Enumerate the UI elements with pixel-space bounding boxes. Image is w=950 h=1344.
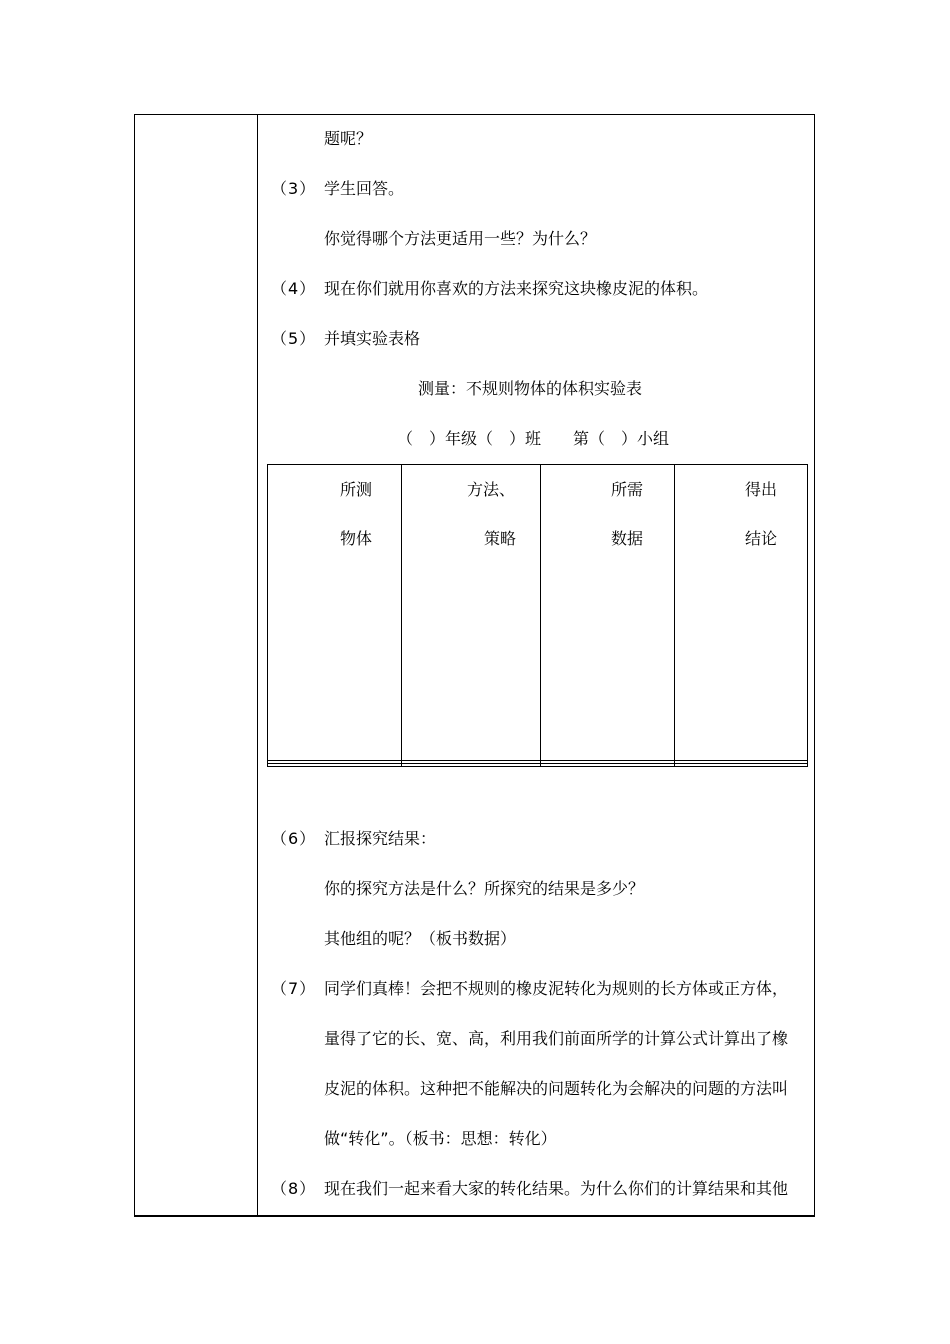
table-title: 测量：不规则物体的体积实验表 bbox=[418, 379, 643, 398]
header-line: 方法、 bbox=[467, 480, 516, 499]
table-cell[interactable] bbox=[268, 764, 402, 767]
header-line: 策略 bbox=[484, 529, 517, 548]
header-line: 物体 bbox=[340, 529, 373, 548]
table-cell[interactable] bbox=[541, 764, 675, 767]
step-number: （4） bbox=[271, 279, 317, 298]
text-line: 汇报探究结果： bbox=[324, 829, 437, 848]
column-divider bbox=[257, 114, 258, 1217]
table-header-cell bbox=[402, 465, 541, 761]
text-line: 你觉得哪个方法更适用一些？为什么？ bbox=[324, 229, 597, 248]
text-line: 学生回答。 bbox=[324, 179, 405, 198]
table-header-cell bbox=[541, 465, 675, 761]
header-line: 数据 bbox=[611, 529, 644, 548]
experiment-table bbox=[267, 464, 808, 767]
text-line: 题呢？ bbox=[324, 129, 373, 148]
text-line: 现在你们就用你喜欢的方法来探究这块橡皮泥的体积。 bbox=[324, 279, 709, 298]
text-line: 同学们真棒！会把不规则的橡皮泥转化为规则的长方体或正方体， bbox=[324, 979, 789, 998]
header-line: 结论 bbox=[745, 529, 778, 548]
header-line: 所测 bbox=[340, 480, 373, 499]
text-line: 皮泥的体积。这种把不能解决的问题转化为会解决的问题的方法叫 bbox=[324, 1079, 789, 1098]
text-line: 做“转化”。（板书：思想：转化） bbox=[324, 1129, 557, 1148]
text-line: 现在我们一起来看大家的转化结果。为什么你们的计算结果和其他 bbox=[324, 1179, 789, 1198]
step-number: （5） bbox=[271, 329, 317, 348]
step-number: （3） bbox=[271, 179, 317, 198]
text-line: 你的探究方法是什么？所探究的结果是多少？ bbox=[324, 879, 645, 898]
text-line: 并填实验表格 bbox=[324, 329, 421, 348]
header-line: 所需 bbox=[611, 480, 644, 499]
table-row bbox=[268, 764, 808, 767]
header-line: 得出 bbox=[745, 480, 778, 499]
text-line: 量得了它的长、宽、高，利用我们前面所学的计算公式计算出了橡 bbox=[324, 1029, 789, 1048]
text-line: 其他组的呢？（板书数据） bbox=[324, 929, 517, 948]
table-subtitle: （ ）年级（ ）班 第（ ）小组 bbox=[397, 429, 670, 448]
table-cell[interactable] bbox=[675, 764, 808, 767]
table-cell[interactable] bbox=[402, 764, 541, 767]
table-header-row bbox=[268, 465, 808, 761]
table-header-cell bbox=[675, 465, 808, 761]
step-number: （6） bbox=[271, 829, 317, 848]
step-number: （7） bbox=[271, 979, 317, 998]
step-number: （8） bbox=[271, 1179, 317, 1198]
table-header-cell bbox=[268, 465, 402, 761]
